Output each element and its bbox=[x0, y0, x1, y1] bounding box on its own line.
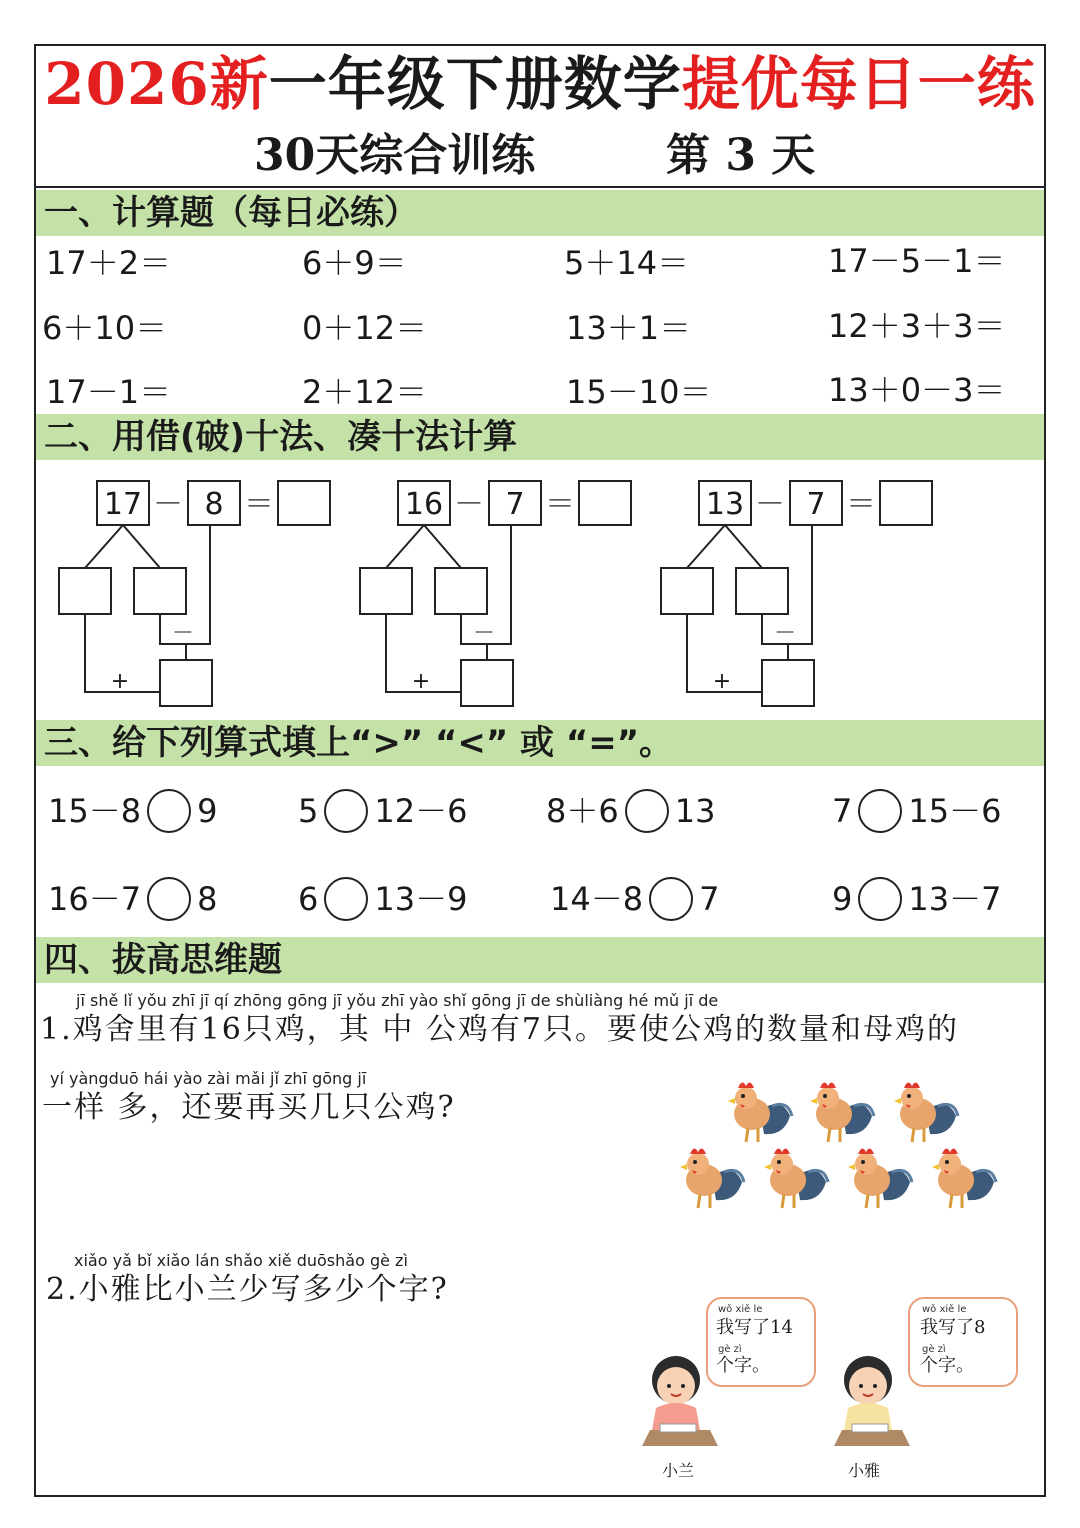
compare-item: 15－8 9 bbox=[48, 784, 217, 834]
q1-text-line2: 一样 多，还要再买几只公鸡? bbox=[42, 1090, 456, 1125]
compare-circle[interactable] bbox=[147, 789, 191, 833]
calc-expression: 0＋12＝ bbox=[302, 309, 428, 347]
compare-circle[interactable] bbox=[625, 789, 669, 833]
borrow-ten-problem-3 bbox=[661, 481, 932, 706]
compare-item: 5 12－6 bbox=[298, 784, 467, 834]
split-box-left[interactable] bbox=[59, 568, 111, 614]
minus-sign: － bbox=[171, 621, 195, 646]
calc-expression: 2＋12＝ bbox=[302, 373, 428, 411]
minuend-number: 13 bbox=[705, 487, 745, 522]
q2-text: 2.小雅比小兰少写多少个字? bbox=[46, 1272, 449, 1307]
answer-box[interactable] bbox=[880, 481, 932, 525]
q2-pinyin: xiǎo yǎ bǐ xiǎo lán shǎo xiě duōshǎo gè zì bbox=[74, 1251, 408, 1270]
split-line-left bbox=[85, 525, 123, 568]
rooster-icon bbox=[932, 1148, 996, 1208]
title-grade: 一年级下册数学 bbox=[268, 50, 682, 118]
speech-bubble-xiaoya: wǒ xiě le 我写了8 gè zì 个字。 bbox=[908, 1297, 1018, 1387]
compare-item: 7 15－6 bbox=[832, 784, 1001, 834]
minus-sign: － bbox=[755, 487, 785, 522]
minus-sign: － bbox=[773, 621, 797, 646]
split-line-left bbox=[687, 525, 725, 568]
compare-item: 9 13－7 bbox=[832, 872, 1001, 922]
minuend-number: 17 bbox=[103, 487, 143, 522]
plus-sign: + bbox=[110, 669, 130, 694]
result-box[interactable] bbox=[762, 660, 814, 706]
plus-sign: + bbox=[411, 669, 431, 694]
girl-xiaolan bbox=[642, 1356, 718, 1446]
girl-xiaoya bbox=[834, 1356, 910, 1446]
section4-heading: 四、拔高思维题 bbox=[36, 937, 1044, 983]
compare-circle[interactable] bbox=[649, 877, 693, 921]
compare-item: 8＋6 13 bbox=[546, 784, 715, 834]
subtitle-training: 30天综合训练 bbox=[254, 130, 536, 181]
calc-expression: 17－1＝ bbox=[46, 373, 172, 411]
equals-sign: ＝ bbox=[244, 487, 274, 522]
subtrahend-number: 7 bbox=[806, 487, 826, 522]
section2-heading: 二、用借(破)十法、凑十法计算 bbox=[36, 414, 1044, 460]
rooster-icon bbox=[764, 1148, 828, 1208]
rooster-icon bbox=[810, 1082, 874, 1142]
minus-sign: － bbox=[153, 487, 183, 522]
compare-circle[interactable] bbox=[858, 789, 902, 833]
speech-bubble-xiaolan: wǒ xiě le 我写了14 gè zì 个字。 bbox=[706, 1297, 816, 1387]
compare-item: 6 13－9 bbox=[298, 872, 467, 922]
compare-circle[interactable] bbox=[147, 877, 191, 921]
answer-box[interactable] bbox=[579, 481, 631, 525]
page-subtitle bbox=[36, 126, 1044, 186]
calc-expression: 6＋9＝ bbox=[302, 244, 407, 282]
equals-sign: ＝ bbox=[545, 487, 575, 522]
page-title bbox=[36, 48, 1044, 120]
calc-expression: 13＋0－3＝ bbox=[828, 371, 1006, 409]
equals-sign: ＝ bbox=[846, 487, 876, 522]
title-divider bbox=[36, 186, 1044, 188]
subtrahend-number: 8 bbox=[204, 487, 224, 522]
calc-expression: 12＋3＋3＝ bbox=[828, 307, 1006, 345]
split-line-left bbox=[386, 525, 424, 568]
split-box-right[interactable] bbox=[435, 568, 487, 614]
q1-pinyin-line2: yí yàngduō hái yào zài mǎi jǐ zhī gōng jī bbox=[50, 1069, 367, 1088]
split-line-right bbox=[725, 525, 762, 568]
plus-sign: + bbox=[712, 669, 732, 694]
compare-circle[interactable] bbox=[324, 877, 368, 921]
rooster-icon bbox=[680, 1148, 744, 1208]
q1-pinyin-line1: jī shě lǐ yǒu zhī jī qí zhōng gōng jī yǒu zhī yào shǐ gōng jī de shùliàng hé mǔ jī de bbox=[76, 991, 719, 1010]
split-box-right[interactable] bbox=[134, 568, 186, 614]
compare-circle[interactable] bbox=[858, 877, 902, 921]
minuend-number: 16 bbox=[404, 487, 444, 522]
subtrahend-number: 7 bbox=[505, 487, 525, 522]
minus-sign: － bbox=[454, 487, 484, 522]
answer-box[interactable] bbox=[278, 481, 330, 525]
calc-expression: 15－10＝ bbox=[566, 373, 712, 411]
section1-heading: 一、计算题（每日必练） bbox=[36, 190, 1044, 236]
split-box-right[interactable] bbox=[736, 568, 788, 614]
borrow-ten-problem-1 bbox=[59, 481, 330, 706]
roosters-illustration bbox=[670, 1072, 1010, 1212]
calc-expression: 17－5－1＝ bbox=[828, 242, 1006, 280]
split-box-left[interactable] bbox=[661, 568, 713, 614]
borrow-ten-diagrams bbox=[0, 460, 1080, 720]
rooster-icon bbox=[728, 1082, 792, 1142]
result-box[interactable] bbox=[461, 660, 513, 706]
split-box-left[interactable] bbox=[360, 568, 412, 614]
result-box[interactable] bbox=[160, 660, 212, 706]
compare-circle[interactable] bbox=[324, 789, 368, 833]
compare-item: 14－8 7 bbox=[550, 872, 719, 922]
name-xiaoya: 小雅 bbox=[848, 1461, 881, 1480]
split-line-right bbox=[424, 525, 461, 568]
rooster-icon bbox=[848, 1148, 912, 1208]
split-line-right bbox=[123, 525, 160, 568]
compare-item: 16－7 8 bbox=[48, 872, 217, 922]
calc-expression: 6＋10＝ bbox=[42, 309, 168, 347]
calc-expression: 5＋14＝ bbox=[564, 244, 690, 282]
borrow-ten-problem-2 bbox=[360, 481, 631, 706]
section3-heading: 三、给下列算式填上“>” “<” 或 “=”。 bbox=[36, 720, 1044, 766]
title-year-new: 2026新 bbox=[44, 50, 269, 118]
name-xiaolan: 小兰 bbox=[662, 1461, 695, 1480]
subtitle-day: 第 3 天 bbox=[666, 130, 816, 181]
minus-sign: － bbox=[472, 621, 496, 646]
rooster-icon bbox=[894, 1082, 958, 1142]
title-daily: 提优每日一练 bbox=[681, 50, 1036, 118]
girls-illustration bbox=[640, 1350, 920, 1460]
calc-expression: 13＋1＝ bbox=[566, 309, 692, 347]
q1-text-line1: 1.鸡舍里有16只鸡，其 中 公鸡有7只。要使公鸡的数量和母鸡的 bbox=[40, 1012, 959, 1047]
calc-expression: 17＋2＝ bbox=[46, 244, 172, 282]
